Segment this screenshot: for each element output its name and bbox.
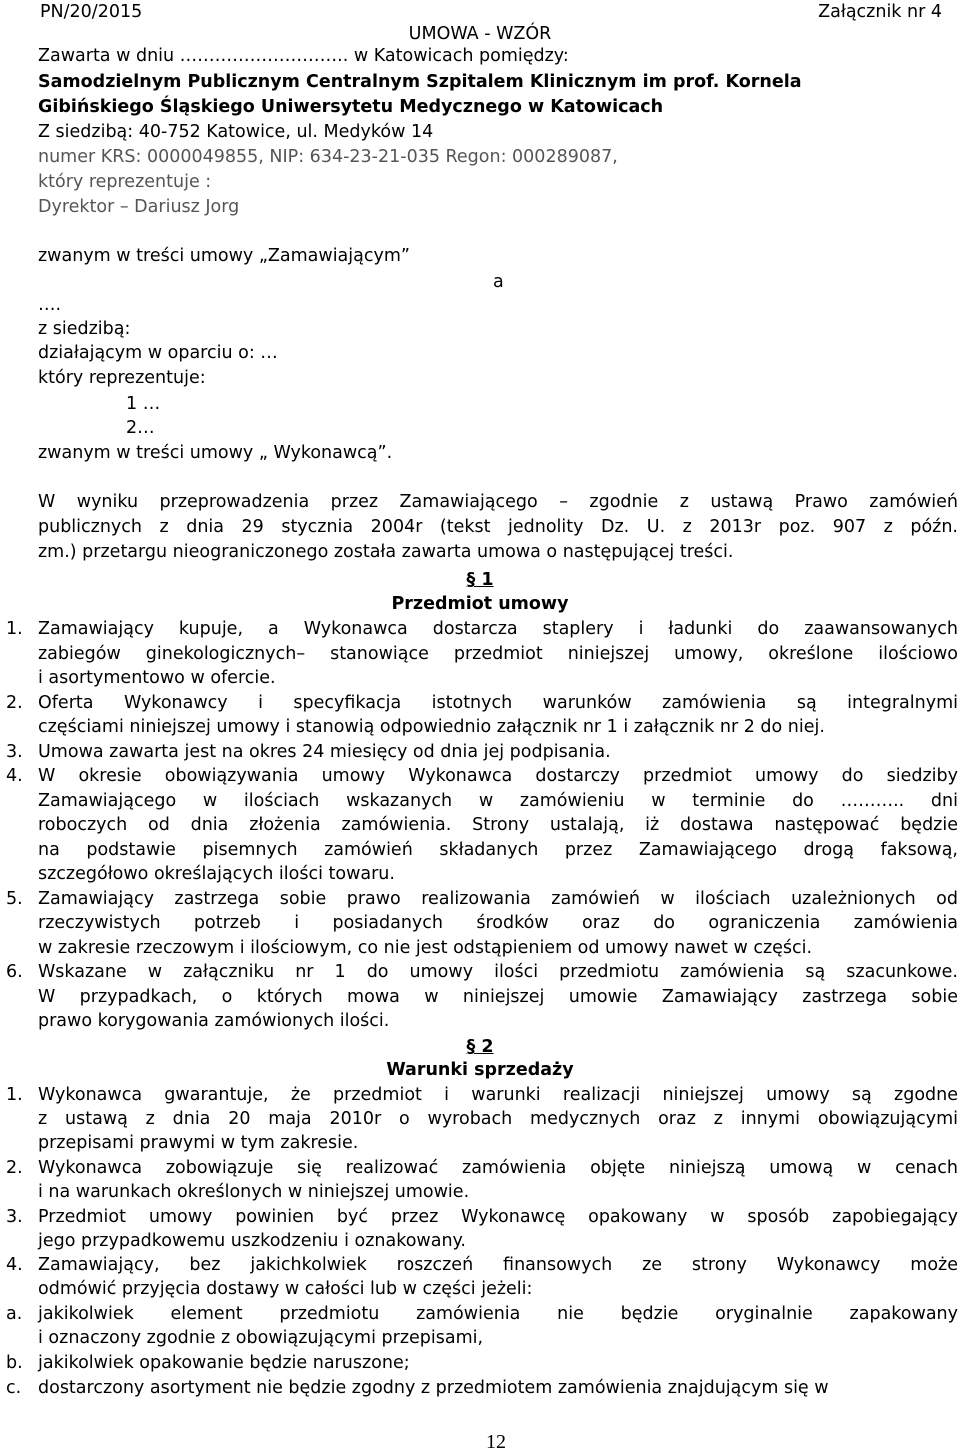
- party2-acting: działającym w oparciu o: …: [38, 343, 278, 363]
- preamble-line: W wyniku przeprowadzenia przez Zamawiającego – zgodnie z ustawą Prawo zamówień: [38, 492, 958, 512]
- clause-line: przepisami prawymi w tym zakresie.: [38, 1133, 359, 1153]
- party2-rep-2: 2…: [126, 418, 155, 438]
- clause-number: 3.: [6, 741, 23, 762]
- clause-line: na podstawie pisemnych zamówień składanych przez Zamawiającego drogą faksową,: [38, 839, 958, 860]
- section-title: Warunki sprzedaży: [386, 1060, 574, 1080]
- clause-number: 6.: [6, 962, 23, 982]
- section-number: § 1: [466, 570, 494, 590]
- clause-line: Wykonawca zobowiązuje się realizować zamówienia objęte niniejszą umową w cenach: [38, 1157, 958, 1178]
- party1-name-line1: Samodzielnym Publicznym Centralnym Szpitalem Klinicznym im prof. Kornela: [38, 72, 802, 92]
- document-reference: PN/20/2015: [40, 2, 143, 22]
- clause-line: Wykonawca gwarantuje, że przedmiot i warunki realizacji niniejszej umowy są zgodne: [38, 1085, 958, 1105]
- party1-seat: Z siedzibą: 40-752 Katowice, ul. Medyków 14: [38, 122, 434, 142]
- clause-number: b.: [6, 1353, 23, 1373]
- clause-number: 4.: [6, 766, 23, 786]
- clause-number: 3.: [6, 1206, 23, 1227]
- section-number: § 2: [466, 1037, 494, 1057]
- clause-line: i asortymentowo w ofercie.: [38, 668, 276, 688]
- party1-director: Dyrektor – Dariusz Jorg: [38, 197, 240, 217]
- clause-line: dostarczony asortyment nie będzie zgodny z przedmiotem zamówienia znajdującym się w: [38, 1377, 829, 1398]
- clause-line: częściami niniejszej umowy i stanowią odpowiednio załącznik nr 1 i załącznik nr 2 do niej.: [38, 717, 825, 737]
- party2-rep-1: 1 …: [126, 394, 161, 414]
- clause-line: prawo korygowania zamówionych ilości.: [38, 1011, 390, 1031]
- clause-line: jakikolwiek element przedmiotu zamówienia nie będzie oryginalnie zapakowany: [38, 1304, 958, 1325]
- clause-number: 2.: [6, 1157, 23, 1178]
- clause-line: roboczych od dnia złożenia zamówienia. Strony ustalają, iż dostawa następować będzie: [38, 815, 958, 835]
- clause-number: c.: [6, 1377, 22, 1398]
- clause-line: Oferta Wykonawcy i specyfikacja istotnych warunków zamówienia są integralnymi: [38, 692, 958, 713]
- clause-line: W przypadkach, o których mowa w niniejszej umowie Zamawiający zastrzega sobie: [38, 986, 958, 1007]
- clause-line: odmówić przyjęcia dostawy w całości lub w części jeżeli:: [38, 1279, 533, 1300]
- clause-line: Zamawiający zastrzega sobie prawo realizowania zamówień w ilościach uzależnionych od: [38, 888, 958, 909]
- party2-name-placeholder: ….: [38, 295, 62, 315]
- party2-seat: z siedzibą:: [38, 319, 131, 339]
- clause-line: Zamawiający kupuje, a Wykonawca dostarcza staplery i ładunki do zaawansowanych: [38, 619, 958, 639]
- clause-line: rzeczywistych potrzeb i posiadanych środków oraz do ograniczenia zamówienia: [38, 913, 958, 933]
- clause-line: Przedmiot umowy powinien być przez Wykonawcę opakowany w sposób zapobiegający: [38, 1206, 958, 1227]
- clause-line: Zamawiającego w ilościach wskazanych w zamówieniu w terminie do ……….. dni: [38, 790, 958, 811]
- clause-line: Wskazane w załączniku nr 1 do umowy ilości przedmiotu zamówienia są szacunkowe.: [38, 962, 958, 982]
- clause-number: a.: [6, 1304, 23, 1325]
- clause-line: Umowa zawarta jest na okres 24 miesięcy od dnia jej podpisania.: [38, 741, 611, 762]
- party2-represented: który reprezentuje:: [38, 368, 206, 388]
- section-title: Przedmiot umowy: [391, 594, 569, 614]
- clause-line: Zamawiający, bez jakichkolwiek roszczeń finansowych ze strony Wykonawcy może: [38, 1255, 958, 1276]
- clause-line: i na warunkach określonych w niniejszej umowie.: [38, 1181, 470, 1202]
- clause-number: 1.: [6, 619, 23, 639]
- clause-line: jakikolwiek opakowanie będzie naruszone;: [38, 1353, 410, 1373]
- clause-number: 1.: [6, 1085, 23, 1105]
- preamble-line: publicznych z dnia 29 stycznia 2004r (tekst jednolity Dz. U. z 2013r poz. 907 z późn.: [38, 517, 958, 537]
- clause-number: 2.: [6, 692, 23, 713]
- clause-number: 5.: [6, 888, 23, 909]
- called-ordering-party: zwanym w treści umowy „Zamawiającym”: [38, 246, 410, 266]
- document-title: UMOWA - WZÓR: [408, 24, 552, 44]
- clause-line: szczegółowo określających ilości towaru.: [38, 864, 395, 884]
- conjunction-and: a: [493, 272, 504, 292]
- clause-line: z ustawą z dnia 20 maja 2010r o wyrobach medycznych oraz z innymi obowiązującymi: [38, 1109, 958, 1129]
- party1-name-line2: Gibińskiego Śląskiego Uniwersytetu Medycznego w Katowicach: [38, 97, 664, 117]
- party1-represented: który reprezentuje :: [38, 172, 212, 192]
- clause-line: i oznaczony zgodnie z obowiązującymi przepisami,: [38, 1328, 484, 1349]
- party1-registry: numer KRS: 0000049855, NIP: 634-23-21-035 Regon: 000289087,: [38, 147, 618, 167]
- attachment-label: Załącznik nr 4: [818, 2, 942, 22]
- clause-number: 4.: [6, 1255, 23, 1276]
- preamble-line: zm.) przetargu nieograniczonego została zawarta umowa o następującej treści.: [38, 542, 734, 562]
- clause-line: jego przypadkowemu uszkodzeniu i oznakowany.: [38, 1230, 466, 1251]
- concluded-line: Zawarta w dniu ……………………….. w Katowicach pomiędzy:: [38, 46, 569, 66]
- clause-line: zabiegów ginekologicznych– stanowiące przedmiot niniejszej umowy, określone ilościowo: [38, 643, 958, 664]
- clause-line: w zakresie rzeczowym i ilościowym, co nie jest odstąpieniem od umowy nawet w części.: [38, 937, 813, 958]
- clause-line: W okresie obowiązywania umowy Wykonawca dostarczy przedmiot umowy do siedziby: [38, 766, 958, 786]
- called-contractor: zwanym w treści umowy „ Wykonawcą”.: [38, 443, 393, 463]
- page-number: 12: [486, 1431, 506, 1453]
